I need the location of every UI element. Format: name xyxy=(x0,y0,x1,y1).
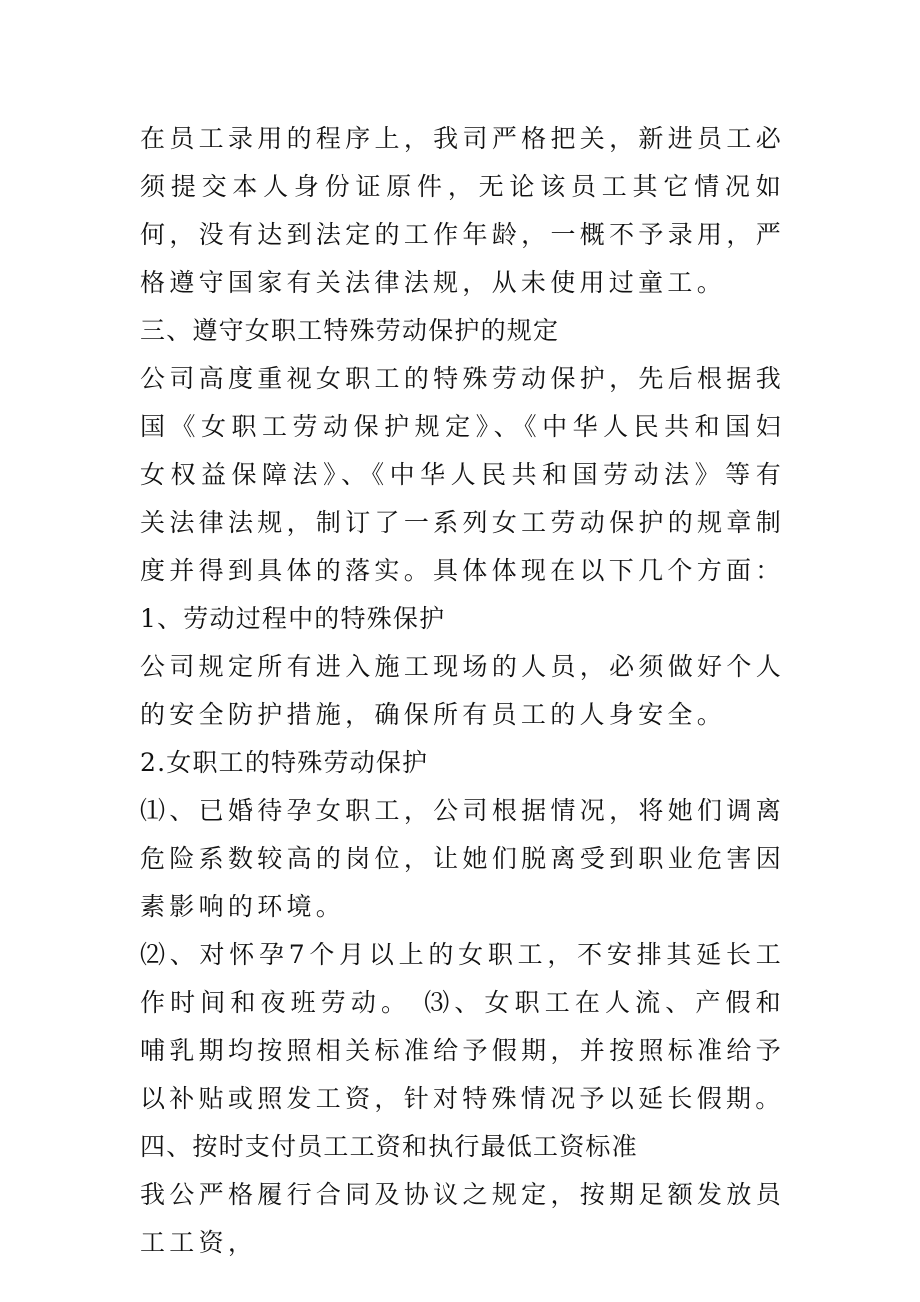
paragraph-labor-process: 公司规定所有进入施工现场的人员，必须做好个人的安全防护措施，确保所有员工的人身安全。 xyxy=(140,652,785,729)
subheading-female-special-protection: 2.女职工的特殊劳动保护 xyxy=(140,748,429,777)
section-heading-female-protection: 三、遵守女职工特殊劳动保护的规定 xyxy=(140,316,560,345)
paragraph-item-2-3: ⑵、对怀孕7个月以上的女职工，不安排其延长工作时间和夜班劳动。 ⑶、女职工在人流、产假和哺乳期均按照相关标准给予假期，并按照标准给予以补贴或照发工资，针对特殊情况予以延长假期。 xyxy=(140,940,785,1113)
paragraph-wages: 我公严格履行合同及协议之规定，按期足额发放员工工资， xyxy=(140,1180,785,1257)
paragraph-child-labor: 在员工录用的程序上，我司严格把关，新进员工必须提交本人身份证原件，无论该员工其它情况如何，没有达到法定的工作年龄，一概不予录用，严格遵守国家有关法律法规，从未使用过童工。 xyxy=(140,124,785,297)
paragraph-female-protection-intro: 公司高度重视女职工的特殊劳动保护，先后根据我国《女职工劳动保护规定》、《中华人民共和国妇女权益保障法》、《中华人民共和国劳动法》等有关法律法规，制订了一系列女工劳动保护的规章制度并得到具体的落实。具体体现在以下几个方面： xyxy=(140,364,785,585)
section-heading-wages: 四、按时支付员工工资和执行最低工资标准 xyxy=(140,1132,638,1161)
subheading-labor-process: 1、劳动过程中的特殊保护 xyxy=(140,604,446,633)
paragraph-item-1: ⑴、已婚待孕女职工，公司根据情况，将她们调离危险系数较高的岗位，让她们脱离受到职业危害因素影响的环境。 xyxy=(140,796,785,921)
document-body xyxy=(140,115,785,1267)
